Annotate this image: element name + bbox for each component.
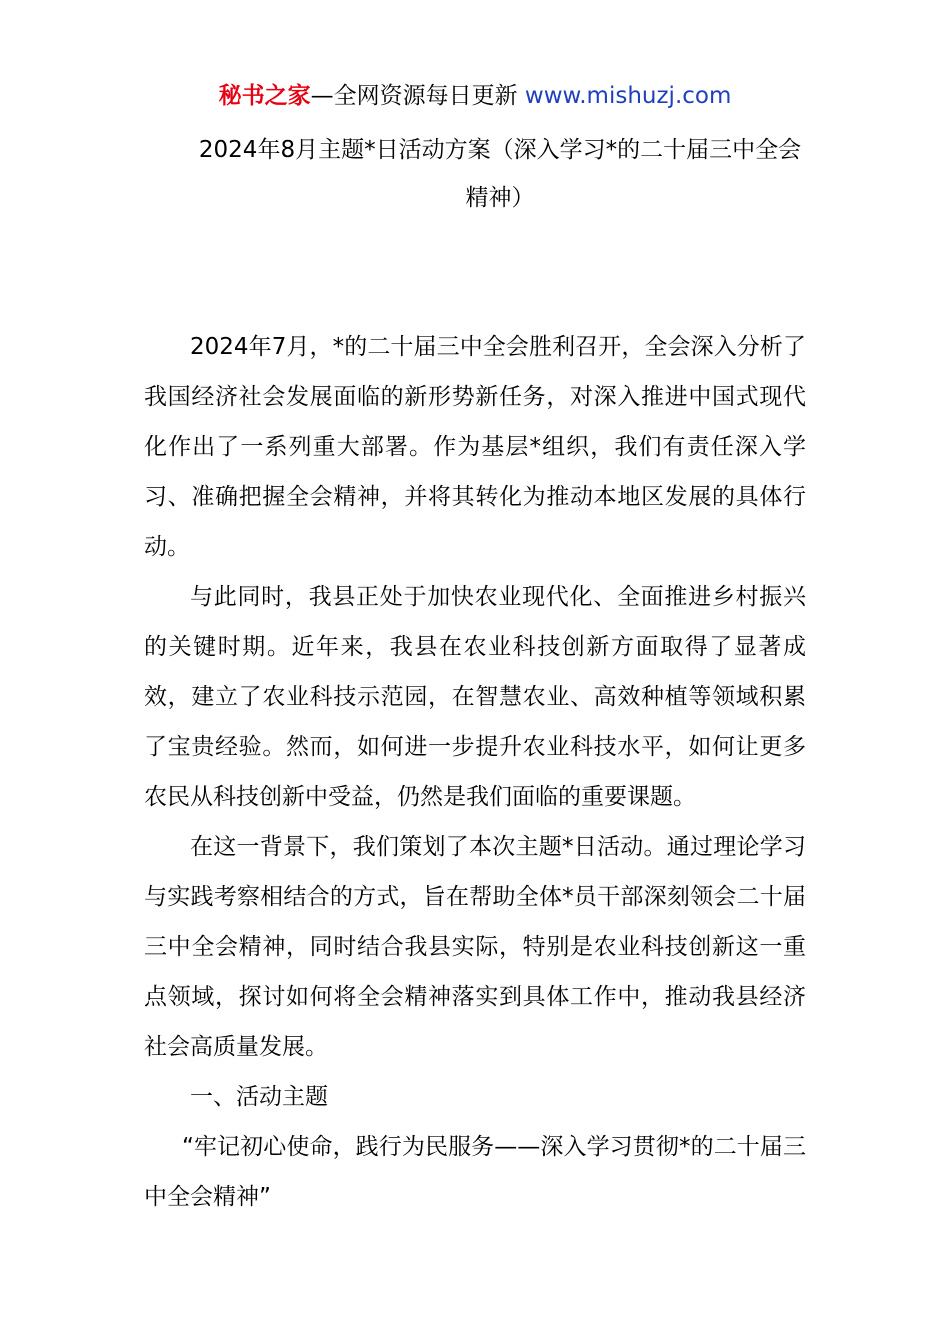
background-paragraph: 与此同时，我县正处于加快农业现代化、全面推进乡村振兴的关键时期。近年来，我县在农业科技创新方面取得了显著成效，建立了农业科技示范园，在智慧农业、高效种植等领域积累了宝贵经验。然而，如何进一步提升农业科技水平，如何让更多农民从科技创新中受益，仍然是我们面临的重要课题。 [144,584,806,810]
site-tagline: —全网资源每日更新 [310,83,525,109]
site-url-link[interactable]: www.mishuzj.com [524,83,732,109]
activity-theme: “牢记初心使命，践行为民服务——深入学习贯彻*的二十届三中全会精神” [144,1134,806,1210]
site-name: 秘书之家 [218,83,311,109]
document-body [144,322,806,1222]
document-title: 2024年8月主题*日活动方案（深入学习*的二十届三中全会精神） [198,137,802,211]
purpose-paragraph: 在这一背景下，我们策划了本次主题*日活动。通过理论学习与实践考察相结合的方式，旨在帮助全体*员干部深刻领会二十届三中全会精神，同时结合我县实际，特别是农业科技创新这一重点领域，探讨如何将全会精神落实到具体工作中，推动我县经济社会高质量发展。 [144,834,806,1060]
site-header [0,80,950,112]
section-heading: 一、活动主题 [190,1084,328,1110]
intro-paragraph: 2024年7月，*的二十届三中全会胜利召开，全会深入分析了我国经济社会发展面临的新形势新任务，对深入推进中国式现代化作出了一系列重大部署。作为基层*组织，我们有责任深入学习、准确把握全会精神，并将其转化为推动本地区发展的具体行动。 [144,334,806,560]
